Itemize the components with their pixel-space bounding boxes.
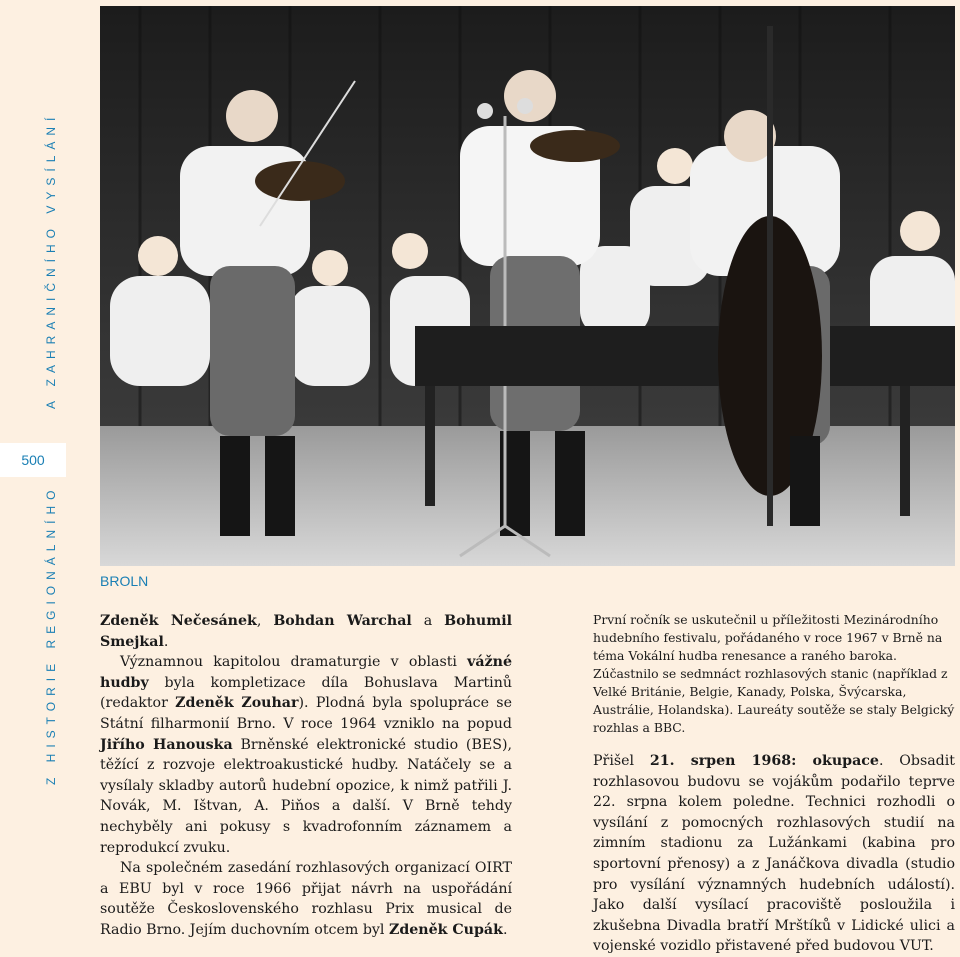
left-text-column xyxy=(100,611,512,941)
text-span: . Obsadit rozhlasovou budovu se vojákům podařilo teprve 22. srpna kolem poledne. Technici rozhodli o vysílání z pomocných rozhlasových studií na zimním stadionu za Lužánkami (kabina pro sportovní přenosy) a z Janáčkova divadla (studio pro vysílání významných hudebních událostí). Jako další vysílací pracoviště posloužila i zkušebna Divadla bratří Mrštíků v Lidické ulici a vojenské vozidlo přistavené před budovou VUT. xyxy=(593,753,955,955)
page-number: 500 xyxy=(0,443,66,477)
festival-note: První ročník se uskutečnil u příležitosti Mezinárodního hudebního festivalu, pořádaného v roce 1967 v Brně na téma Vokální hudba renesance a raného baroka. Zúčastnilo se sedmnáct rozhlasových stanic (například z Velké Británie, Belgie, Kanady, Polska, Švýcarska, Austrálie, Holandska). Laureáty soutěže se staly Belgický rozhlas a BBC. xyxy=(593,612,955,735)
paragraph-occupation xyxy=(593,751,955,957)
text-span: ). Plodná byla spolupráce se Státní filharmonií Brno. V roce 1964 vzniklo na popud xyxy=(100,695,512,732)
paragraph-2 xyxy=(100,652,512,858)
text-span: . xyxy=(502,921,508,938)
name-cupak: Zdeněk Cupák xyxy=(388,921,503,938)
text-span: byla kompletizace díla Bohuslava Martinů (redaktor xyxy=(100,674,512,712)
paragraph-3 xyxy=(100,858,512,940)
section-title-vertical-top: A ZAHRANIČNÍHO VYSÍLÁNÍ xyxy=(44,111,58,409)
name-necesanek: Zdeněk Nečesánek xyxy=(100,613,257,629)
paragraph-1 xyxy=(100,611,512,652)
date-occupation: 21. srpen 1968: okupace xyxy=(649,753,879,769)
text-span: Významnou kapitolou dramaturgie v oblasti xyxy=(120,654,468,671)
text-span: . xyxy=(163,633,169,650)
text-span: Na společném zasedání rozhlasových organizací OIRT a EBU byl v roce 1966 přijat návrh na uspořádání soutěže Československého rozhlasu Prix musical de Radio Brno. Jejím duchovním otcem byl xyxy=(100,860,512,938)
name-smejkal: Bohumil Smejkal xyxy=(100,613,512,650)
broln-photograph xyxy=(100,6,955,566)
photo-caption: BROLN xyxy=(100,573,149,589)
name-hanousek: Jiřího Hanouska xyxy=(100,736,233,753)
term-vazna-hudba: vážné hudby xyxy=(100,654,512,691)
text-span: a xyxy=(411,613,445,629)
text-span: , xyxy=(256,613,274,629)
section-title-vertical-bottom: Z HISTORIE REGIONÁLNÍHO xyxy=(44,484,58,786)
right-text-column xyxy=(593,611,955,957)
text-span: Přišel xyxy=(593,753,650,769)
photo-illustration xyxy=(100,6,955,566)
name-warchal: Bohdan Warchal xyxy=(273,613,412,629)
name-zouhar: Zdeněk Zouhar xyxy=(175,695,299,712)
text-span: Brněnské elektronické studio (BES), těžící z rozvoje elektroakustické hudby. Natáčely se a vysílaly skladby autorů hudební opozice, k nimž patřili J. Novák, M. Ištvan, A. Piňos a další. V Brně tehdy nechyběly ani pokusy s kvadrofonním záznamem a reprodukcí zvuku. xyxy=(100,736,512,856)
